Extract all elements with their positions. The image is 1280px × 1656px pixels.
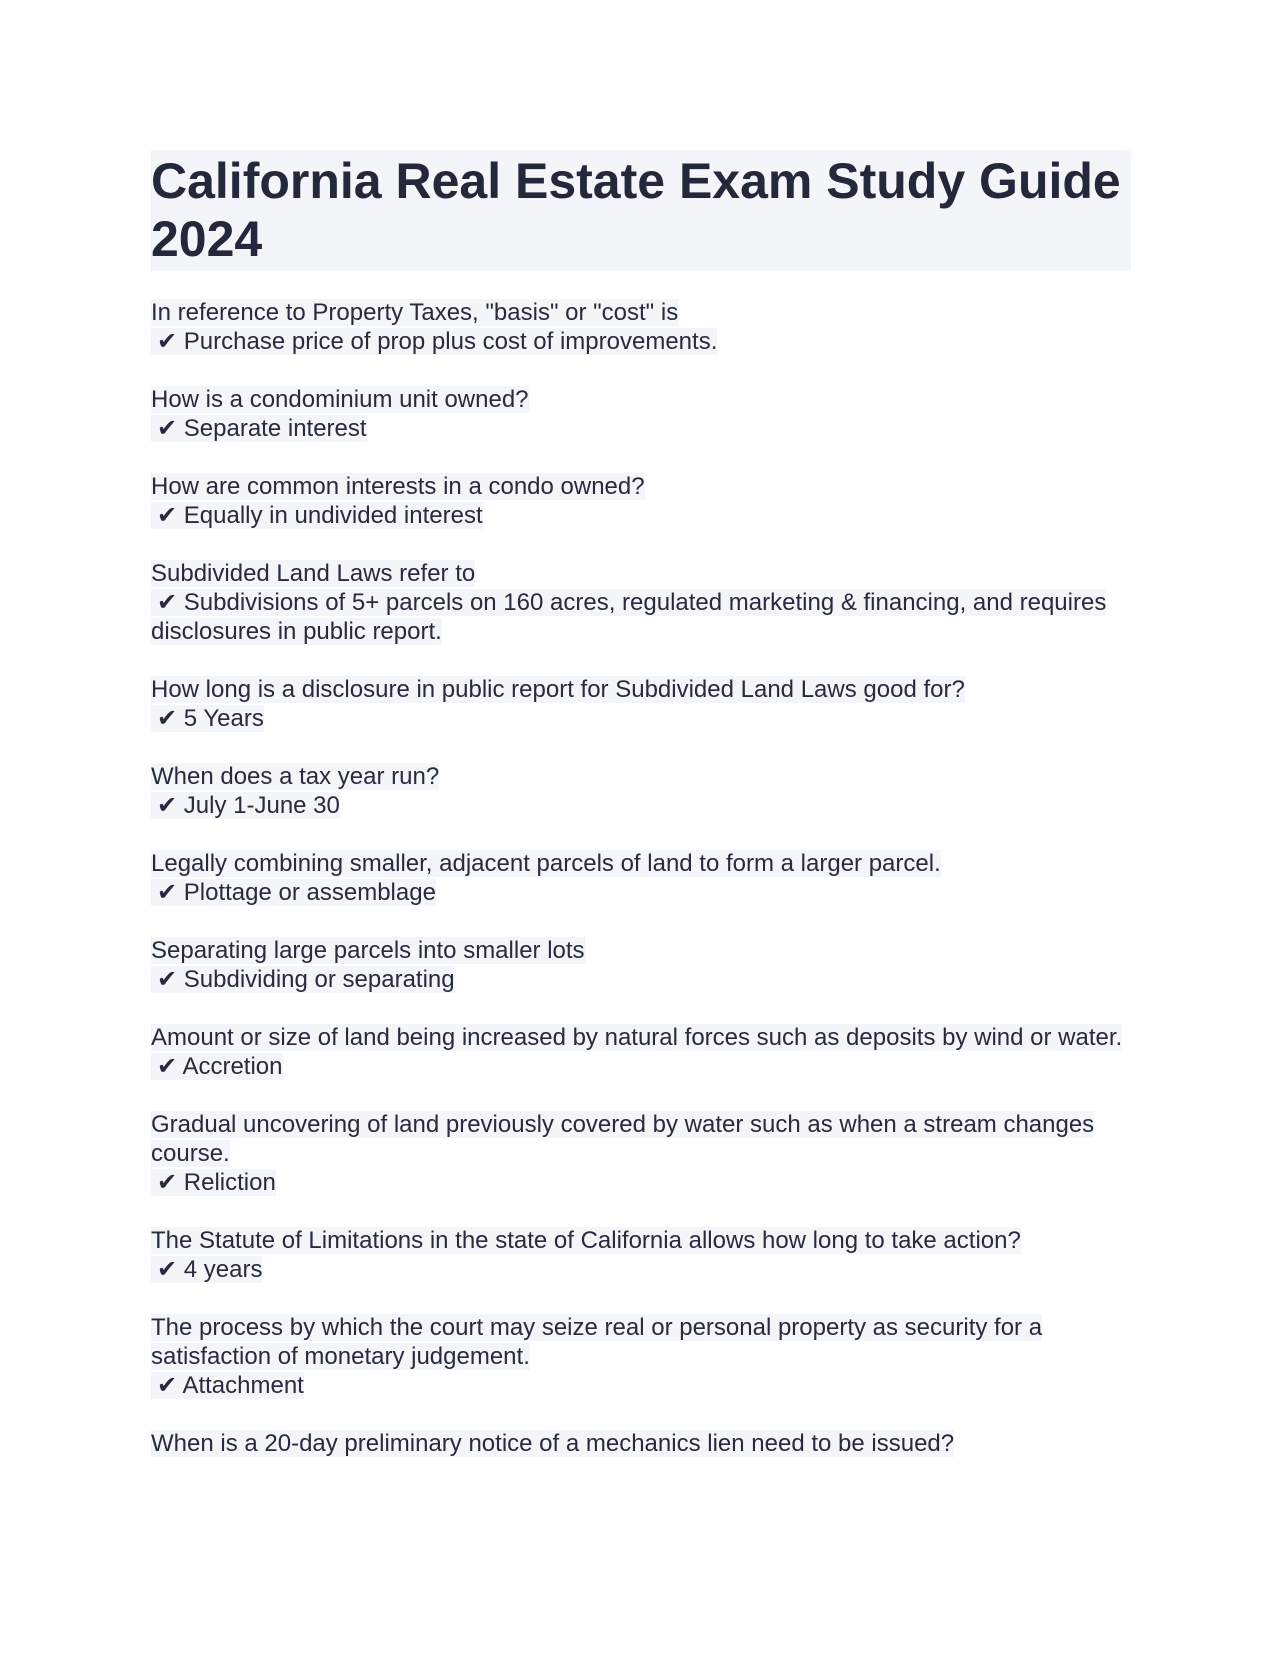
answer-line [151,1372,304,1399]
qa-item [151,849,1131,907]
answer-text: Equally in undivided interest [183,502,483,529]
question-text: How is a condominium unit owned? [151,386,529,413]
qa-item [151,675,1131,733]
question-text: In reference to Property Taxes, "basis" or "cost" is [151,299,679,326]
answer-line [151,328,717,355]
answer-text: Subdivisions of 5+ parcels on 160 acres, regulated marketing & financing, and requires disclosures in public report. [151,589,1107,645]
check-icon: ✔ [157,328,178,355]
question-text: Separating large parcels into smaller lots [151,937,585,964]
qa-item [151,559,1131,646]
question-text: The Statute of Limitations in the state of California allows how long to take action? [151,1227,1021,1254]
answer-text: 4 years [183,1256,263,1283]
qa-item [151,762,1131,820]
qa-item [151,472,1131,530]
answer-text: Attachment [182,1372,304,1399]
answer-text: Plottage or assemblage [183,879,436,906]
document-page [151,150,1131,1458]
qa-list [151,298,1131,1458]
check-icon: ✔ [157,589,178,616]
qa-item [151,1023,1131,1081]
question-text: Subdivided Land Laws refer to [151,560,476,587]
answer-text: Subdividing or separating [183,966,455,993]
question-text: The process by which the court may seize real or personal property as security for a satisfaction of monetary judgement. [151,1314,1043,1370]
check-icon: ✔ [157,966,178,993]
check-icon: ✔ [157,415,178,442]
qa-item [151,1110,1131,1197]
question-text: When does a tax year run? [151,763,440,790]
answer-line [151,792,340,819]
answer-line [151,589,1106,645]
question-text: How are common interests in a condo owned? [151,473,645,500]
question-text: Amount or size of land being increased by natural forces such as deposits by wind or water. [151,1024,1123,1051]
check-icon: ✔ [157,792,178,819]
answer-text: Accretion [182,1053,283,1080]
answer-line [151,502,483,529]
answer-line [151,879,436,906]
check-icon: ✔ [157,1256,178,1283]
answer-line [151,1256,262,1283]
answer-line [151,966,455,993]
answer-text: Purchase price of prop plus cost of improvements. [183,328,718,355]
answer-text: Reliction [183,1169,276,1196]
question-text: Legally combining smaller, adjacent parcels of land to form a larger parcel. [151,850,941,877]
answer-line [151,1053,283,1080]
check-icon: ✔ [157,1372,178,1399]
qa-item [151,1313,1131,1400]
question-text: Gradual uncovering of land previously covered by water such as when a stream changes course. [151,1111,1095,1167]
check-icon: ✔ [157,879,178,906]
qa-item [151,385,1131,443]
qa-item [151,936,1131,994]
qa-item [151,1429,1131,1458]
answer-line [151,705,264,732]
question-text: When is a 20-day preliminary notice of a mechanics lien need to be issued? [151,1430,955,1457]
answer-text: 5 Years [183,705,264,732]
check-icon: ✔ [157,1169,178,1196]
qa-item [151,1226,1131,1284]
check-icon: ✔ [157,502,178,529]
answer-line [151,1169,276,1196]
answer-text: July 1-June 30 [183,792,340,819]
answer-line [151,415,367,442]
check-icon: ✔ [157,1053,178,1080]
check-icon: ✔ [157,705,178,732]
qa-item [151,298,1131,356]
question-text: How long is a disclosure in public report for Subdivided Land Laws good for? [151,676,965,703]
page-title: California Real Estate Exam Study Guide 2024 [151,150,1131,271]
answer-text: Separate interest [183,415,367,442]
